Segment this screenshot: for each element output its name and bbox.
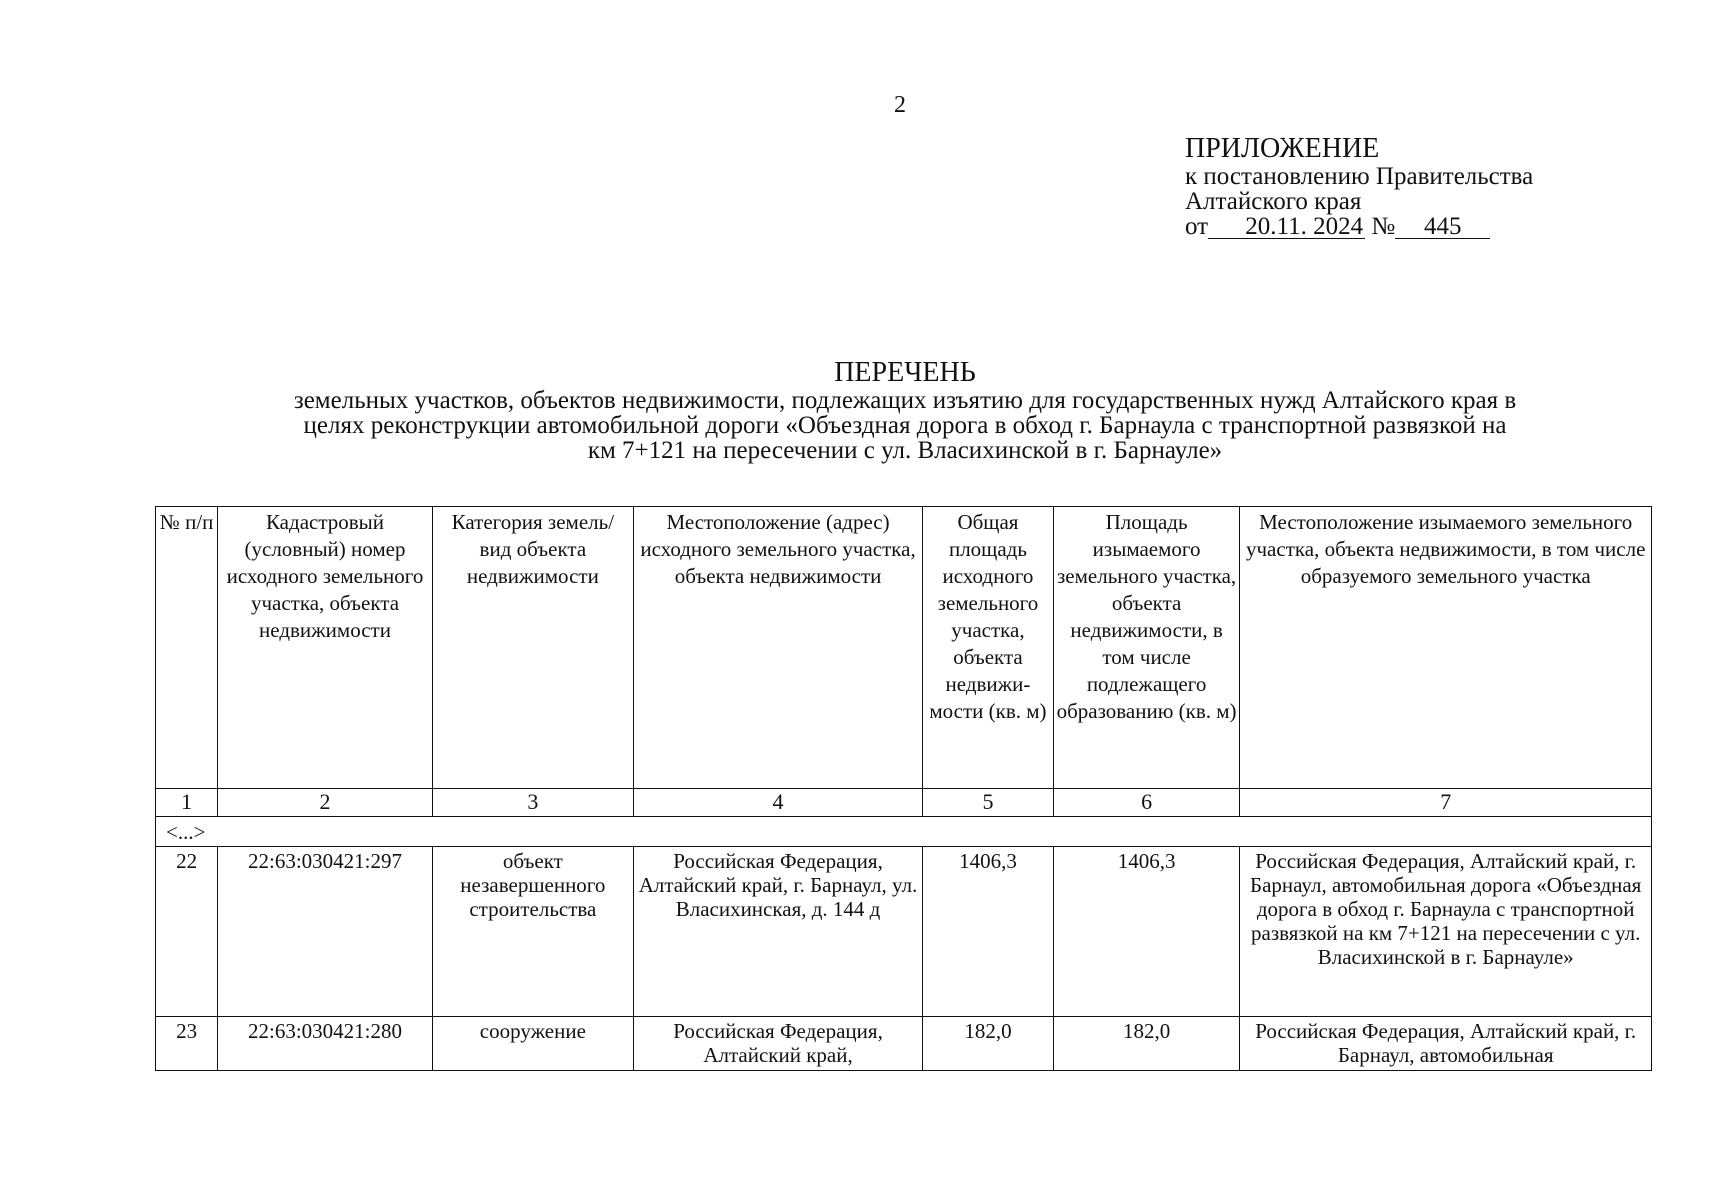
column-header-seized-area: Площадь изымаемого земельного участка, объекта недвижимости, в том числе подлежащего образованию (кв. м) (1053, 507, 1240, 789)
heading-title: ПЕРЕЧЕНЬ (834, 357, 976, 388)
column-header-cadastral: Кадастровый (условный) номер исходного земельного участка, объекта недвижимости (218, 507, 433, 789)
omission-marker: <...> (156, 817, 1652, 847)
cell-seized-location: Российская Федерация, Алтайский край, г. Барнаул, автомобильная дорога «Объездная дорога в обход г. Барнаула с транспортной развязкой на км 7+121 на пересечении с ул. Власихинской в г. Барнауле» (1240, 847, 1652, 1017)
cell-address: Российская Федерация, Алтайский край, г. Барнаул, ул. Власихинская, д. 144 д (633, 847, 922, 1017)
cell-cadastral: 22:63:030421:297 (218, 847, 433, 1017)
cell-address: Российская Федерация, Алтайский край, (633, 1017, 922, 1071)
page-number: 2 (894, 92, 906, 118)
cell-seized-location: Российская Федерация, Алтайский край, г. Барнаул, автомобильная (1240, 1017, 1652, 1071)
resolution-number: 445 (1395, 216, 1490, 239)
column-number: 5 (923, 789, 1054, 817)
column-number-row (156, 789, 1652, 817)
cell-seized-area: 182,0 (1053, 1017, 1240, 1071)
document-heading (160, 358, 1650, 463)
heading-line-2: целях реконструкции автомобильной дороги «Объездная дорога в обход г. Барнаула с транспортной развязкой на (303, 412, 1507, 439)
resolution-date: 20.11. 2024 (1208, 216, 1365, 239)
column-header-address: Местоположение (адрес) исходного земельного участка, объекта недвижимости (633, 507, 922, 789)
cell-seized-area: 1406,3 (1053, 847, 1240, 1017)
cell-category: объект незавершенного строительства (432, 847, 633, 1017)
column-number: 7 (1240, 789, 1652, 817)
cell-cadastral: 22:63:030421:280 (218, 1017, 433, 1071)
cell-total-area: 1406,3 (923, 847, 1054, 1017)
cell-number: 22 (156, 847, 218, 1017)
table-header-row (156, 507, 1652, 789)
table-row (156, 847, 1652, 1017)
cell-number: 23 (156, 1017, 218, 1071)
column-number: 4 (633, 789, 922, 817)
column-header-category: Категория земель/ вид объекта недвижимости (432, 507, 633, 789)
cell-category: сооружение (432, 1017, 633, 1071)
column-number: 1 (156, 789, 218, 817)
appendix-block (1185, 134, 1605, 242)
column-number: 3 (432, 789, 633, 817)
appendix-line-2: Алтайского края (1185, 188, 1362, 215)
appendix-date-row (1185, 214, 1605, 242)
land-plots-table (155, 506, 1652, 1071)
column-header-number: № п/п (156, 507, 218, 789)
appendix-line-1: к постановлению Правительства (1185, 163, 1534, 190)
table-row (156, 1017, 1652, 1071)
heading-line-3: км 7+121 на пересечении с ул. Власихинской в г. Барнауле» (587, 437, 1223, 464)
from-label: от (1185, 213, 1209, 240)
heading-line-1: земельных участков, объектов недвижимости, подлежащих изъятию для государственных нужд Алтайского края в (293, 387, 1517, 414)
column-number: 6 (1053, 789, 1240, 817)
column-number: 2 (218, 789, 433, 817)
column-header-total-area: Общая площадь исходного земельного участка, объекта недвижи-мости (кв. м) (923, 507, 1054, 789)
column-header-seized-location: Местоположение изымаемого земельного участка, объекта недвижимости, в том числе образуемого земельного участка (1240, 507, 1652, 789)
omission-row (156, 817, 1652, 847)
appendix-title: ПРИЛОЖЕНИЕ (1185, 133, 1380, 164)
number-label: № (1371, 213, 1396, 240)
cell-total-area: 182,0 (923, 1017, 1054, 1071)
